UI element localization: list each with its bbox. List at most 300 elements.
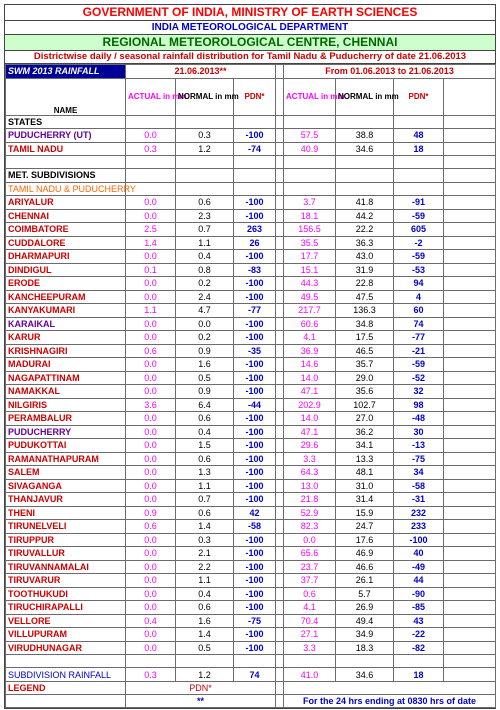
daily-pdn: -100 [234,425,276,439]
row-name: KARUR [6,331,126,345]
season-normal: 35.6 [336,385,394,399]
daily-pdn: -44 [234,398,276,412]
season-normal: 26.1 [336,574,394,588]
daily-actual: 0.0 [126,290,176,304]
daily-normal: 0.7 [176,223,234,237]
daily-actual: 0.9 [126,506,176,520]
season-actual: 49.5 [284,290,336,304]
season-actual: 65.6 [284,547,336,561]
daily-normal: 0.2 [176,331,234,345]
season-pdn: 44 [394,574,444,588]
section-label: MET. SUBDIVISIONS [6,169,126,183]
season-actual: 14.6 [284,358,336,372]
season-actual: 37.7 [284,574,336,588]
table-row [6,277,496,291]
daily-date: 21.06.2013** [126,65,276,79]
daily-pdn: -100 [234,317,276,331]
daily-pdn: -100 [234,250,276,264]
season-actual: 217.7 [284,304,336,318]
season-actual: 82.3 [284,520,336,534]
season-normal: 41.8 [336,196,394,210]
season-normal: 15.9 [336,506,394,520]
season-pdn: 32 [394,385,444,399]
daily-normal: 0.8 [176,263,234,277]
row-name: MADURAI [6,358,126,372]
daily-pdn: -83 [234,263,276,277]
daily-normal: 0.5 [176,641,234,655]
row-name: KANYAKUMARI [6,304,126,318]
daily-pdn: 42 [234,506,276,520]
table-row [6,358,496,372]
season-actual: 0.6 [284,587,336,601]
season-normal: 46.6 [336,560,394,574]
row-name: THANJAVUR [6,493,126,507]
column-header-row [6,78,496,115]
table-row [6,439,496,453]
daily-pdn: -100 [234,574,276,588]
daily-actual: 0.0 [126,331,176,345]
daily-actual: 2.5 [126,223,176,237]
daily-pdn: 26 [234,236,276,250]
daily-actual: 0.3 [126,142,176,156]
daily-normal: 1.1 [176,479,234,493]
total-season-actual: 41.0 [284,668,336,682]
daily-pdn: -100 [234,196,276,210]
table-row [6,601,496,615]
department-title: INDIA METEOROLOGICAL DEPARTMENT [5,21,495,35]
daily-actual: 0.0 [126,250,176,264]
table-row [6,398,496,412]
season-normal: 35.7 [336,358,394,372]
daily-actual: 0.0 [126,466,176,480]
season-pdn: 4 [394,290,444,304]
season-pdn: -77 [394,331,444,345]
daily-normal: 0.6 [176,601,234,615]
season-pdn: -91 [394,196,444,210]
daily-pdn: -77 [234,304,276,318]
season-actual: 3.7 [284,196,336,210]
season-actual: 70.4 [284,614,336,628]
daily-normal: 1.1 [176,574,234,588]
season-normal: 136.3 [336,304,394,318]
season-normal: 29.0 [336,371,394,385]
season-pdn: -22 [394,628,444,642]
blank-row [6,156,496,169]
daily-pdn: -100 [234,601,276,615]
daily-normal: 1.4 [176,520,234,534]
season-actual: 60.6 [284,317,336,331]
season-pdn: 43 [394,614,444,628]
season-pdn: 74 [394,317,444,331]
daily-normal: 0.6 [176,412,234,426]
season-pdn: -53 [394,263,444,277]
season-actual: 35.5 [284,236,336,250]
season-actual: 36.9 [284,344,336,358]
band-row [6,65,496,79]
season-pdn: -52 [394,371,444,385]
season-actual: 17.7 [284,250,336,264]
season-actual: 29.6 [284,439,336,453]
rainfall-table [5,64,496,708]
season-normal: 36.2 [336,425,394,439]
row-name: VIRUDHUNAGAR [6,641,126,655]
season-pdn: 30 [394,425,444,439]
daily-actual: 0.0 [126,560,176,574]
season-normal: 49.4 [336,614,394,628]
row-name: SALEM [6,466,126,480]
season-pdn: 233 [394,520,444,534]
daily-actual: 0.0 [126,574,176,588]
table-row [6,614,496,628]
table-row [6,290,496,304]
table-row [6,317,496,331]
daily-actual: 0.0 [126,493,176,507]
table-row [6,344,496,358]
daily-actual: 0.0 [126,641,176,655]
daily-actual: 0.4 [126,614,176,628]
row-name: KRISHNAGIRI [6,344,126,358]
season-normal: 17.5 [336,331,394,345]
season-pdn: -100 [394,533,444,547]
daily-pdn: -100 [234,385,276,399]
legend-row [6,682,496,695]
season-normal: 46.5 [336,344,394,358]
ministry-title: GOVERNMENT OF INDIA, MINISTRY OF EARTH SCIENCES [5,5,495,21]
daily-pdn: -100 [234,129,276,143]
season-pdn: 34 [394,466,444,480]
table-row [6,533,496,547]
season-pdn: -90 [394,587,444,601]
season-pdn: -75 [394,452,444,466]
season-actual: 156.5 [284,223,336,237]
section-row [6,115,496,129]
row-name: COIMBATORE [6,223,126,237]
season-pdn: -21 [394,344,444,358]
season-actual: 4.1 [284,331,336,345]
total-daily-actual: 0.3 [126,668,176,682]
table-row [6,641,496,655]
daily-actual: 0.1 [126,263,176,277]
total-season-pdn: 18 [394,668,444,682]
daily-pdn: -100 [234,547,276,561]
row-name: KARAIKAL [6,317,126,331]
season-normal: 24.7 [336,520,394,534]
row-name: SIVAGANGA [6,479,126,493]
season-period: From 01.06.2013 to 21.06.2013 [284,65,496,79]
daily-actual: 0.0 [126,547,176,561]
daily-actual: 0.6 [126,520,176,534]
col-daily-pdn: PDN* [234,78,276,115]
season-actual: 202.9 [284,398,336,412]
rainfall-sheet [4,4,496,709]
season-actual: 18.1 [284,209,336,223]
table-row [6,574,496,588]
daily-actual: 1.1 [126,304,176,318]
daily-normal: 4.7 [176,304,234,318]
row-name: NAMAKKAL [6,385,126,399]
season-actual: 23.7 [284,560,336,574]
season-actual: 52.9 [284,506,336,520]
season-normal: 102.7 [336,398,394,412]
season-actual: 44.3 [284,277,336,291]
legend-pdn: PDN* [126,682,276,695]
season-pdn: -13 [394,439,444,453]
season-actual: 21.8 [284,493,336,507]
season-actual: 14.0 [284,412,336,426]
season-pdn: -59 [394,250,444,264]
row-name: PERAMBALUR [6,412,126,426]
season-pdn: -49 [394,560,444,574]
season-pdn: 605 [394,223,444,237]
season-pdn: 48 [394,129,444,143]
row-name: TOOTHUKUDI [6,587,126,601]
daily-actual: 0.0 [126,358,176,372]
row-name: KANCHEEPURAM [6,290,126,304]
season-pdn: -59 [394,209,444,223]
daily-pdn: -100 [234,290,276,304]
table-row [6,547,496,561]
daily-normal: 0.3 [176,129,234,143]
daily-pdn: -74 [234,142,276,156]
section-row [6,182,496,196]
daily-pdn: 263 [234,223,276,237]
daily-normal: 0.3 [176,533,234,547]
total-season-normal: 34.6 [336,668,394,682]
season-normal: 43.0 [336,250,394,264]
table-row [6,196,496,210]
table-row [6,520,496,534]
season-pdn: -58 [394,479,444,493]
table-row [6,371,496,385]
legend-note-row [6,695,496,708]
daily-actual: 0.0 [126,587,176,601]
daily-normal: 0.9 [176,344,234,358]
season-normal: 34.8 [336,317,394,331]
daily-normal: 0.4 [176,425,234,439]
legend-note: For the 24 hrs ending at 0830 hrs of date [284,695,496,708]
season-normal: 44.2 [336,209,394,223]
table-row [6,263,496,277]
daily-actual: 0.0 [126,277,176,291]
season-normal: 34.6 [336,142,394,156]
daily-normal: 0.5 [176,371,234,385]
daily-normal: 1.1 [176,236,234,250]
daily-actual: 0.0 [126,601,176,615]
season-normal: 26.9 [336,601,394,615]
table-row [6,304,496,318]
season-normal: 34.9 [336,628,394,642]
row-name: PUDUCHERRY (UT) [6,129,126,143]
subdivision-total-row [6,668,496,682]
season-normal: 5.7 [336,587,394,601]
row-name: ERODE [6,277,126,291]
total-daily-normal: 1.2 [176,668,234,682]
daily-normal: 0.6 [176,196,234,210]
season-actual: 13.0 [284,479,336,493]
daily-actual: 0.0 [126,628,176,642]
daily-actual: 0.0 [126,412,176,426]
col-daily-normal: NORMAL in mm [176,78,234,115]
table-row [6,129,496,143]
season-normal: 31.4 [336,493,394,507]
daily-normal: 0.9 [176,385,234,399]
season-pdn: -85 [394,601,444,615]
row-name: TIRUVALLUR [6,547,126,561]
table-row [6,331,496,345]
daily-pdn: -100 [234,466,276,480]
season-normal: 38.8 [336,129,394,143]
daily-normal: 2.3 [176,209,234,223]
row-name: TAMIL NADU [6,142,126,156]
season-actual: 47.1 [284,385,336,399]
legend-label: LEGEND [6,682,126,695]
daily-normal: 1.5 [176,439,234,453]
daily-actual: 1.4 [126,236,176,250]
daily-pdn: -100 [234,628,276,642]
season-normal: 48.1 [336,466,394,480]
season-actual: 14.0 [284,371,336,385]
row-name: DHARMAPURI [6,250,126,264]
col-season-normal: NORMAL in mm [336,78,394,115]
daily-pdn: -100 [234,371,276,385]
daily-actual: 0.0 [126,385,176,399]
season-pdn: -2 [394,236,444,250]
season-normal: 18.3 [336,641,394,655]
daily-pdn: -100 [234,412,276,426]
season-actual: 3.3 [284,452,336,466]
centre-title: REGIONAL METEOROLOGICAL CENTRE, CHENNAI [5,35,495,51]
daily-actual: 0.0 [126,196,176,210]
daily-normal: 0.4 [176,250,234,264]
row-name: ARIYALUR [6,196,126,210]
col-daily-actual: ACTUAL in mm [126,78,176,115]
season-pdn: 40 [394,547,444,561]
season-pdn: 98 [394,398,444,412]
table-row [6,385,496,399]
daily-pdn: -100 [234,587,276,601]
row-name: PUDUCHERRY [6,425,126,439]
daily-normal: 0.2 [176,277,234,291]
season-actual: 3.3 [284,641,336,655]
daily-pdn: -100 [234,560,276,574]
season-pdn: 18 [394,142,444,156]
row-name: TIRUNELVELI [6,520,126,534]
table-row [6,223,496,237]
season-actual: 15.1 [284,263,336,277]
row-name: PUDUKOTTAI [6,439,126,453]
daily-pdn: -100 [234,493,276,507]
table-row [6,425,496,439]
daily-pdn: -100 [234,439,276,453]
season-normal: 13.3 [336,452,394,466]
row-name: VELLORE [6,614,126,628]
daily-normal: 1.4 [176,628,234,642]
row-name: DINDIGUL [6,263,126,277]
daily-normal: 2.4 [176,290,234,304]
table-row [6,142,496,156]
season-pdn: 94 [394,277,444,291]
row-name: NILGIRIS [6,398,126,412]
daily-normal: 2.1 [176,547,234,561]
row-name: CHENNAI [6,209,126,223]
daily-pdn: -58 [234,520,276,534]
table-row [6,209,496,223]
legend-stars: ** [126,695,276,708]
season-normal: 47.5 [336,290,394,304]
daily-actual: 0.0 [126,533,176,547]
daily-pdn: -100 [234,277,276,291]
season-normal: 46.9 [336,547,394,561]
season-pdn: -31 [394,493,444,507]
daily-actual: 0.0 [126,479,176,493]
row-name: THENI [6,506,126,520]
season-title: SWM 2013 RAINFALL [6,65,126,79]
season-normal: 17.6 [336,533,394,547]
season-actual: 57.5 [284,129,336,143]
daily-pdn: -100 [234,452,276,466]
daily-pdn: -100 [234,533,276,547]
daily-actual: 3.6 [126,398,176,412]
season-actual: 27.1 [284,628,336,642]
season-normal: 22.2 [336,223,394,237]
row-name: NAGAPATTINAM [6,371,126,385]
table-row [6,236,496,250]
daily-normal: 0.7 [176,493,234,507]
row-name: TIRUVANNAMALAI [6,560,126,574]
daily-pdn: -100 [234,358,276,372]
daily-actual: 0.0 [126,371,176,385]
season-actual: 47.1 [284,425,336,439]
season-pdn: -48 [394,412,444,426]
daily-normal: 0.6 [176,506,234,520]
col-season-pdn: PDN* [394,78,444,115]
total-daily-pdn: 74 [234,668,276,682]
row-name: CUDDALORE [6,236,126,250]
season-normal: 31.9 [336,263,394,277]
daily-normal: 2.2 [176,560,234,574]
table-row [6,587,496,601]
daily-actual: 0.0 [126,425,176,439]
row-name: VILLUPURAM [6,628,126,642]
daily-pdn: -35 [234,344,276,358]
blank-row [6,655,496,668]
daily-normal: 0.0 [176,317,234,331]
table-row [6,506,496,520]
daily-normal: 0.6 [176,452,234,466]
season-actual: 40.9 [284,142,336,156]
daily-pdn: -100 [234,209,276,223]
season-normal: 22.8 [336,277,394,291]
table-row [6,250,496,264]
daily-normal: 0.4 [176,587,234,601]
season-normal: 34.1 [336,439,394,453]
daily-actual: 0.0 [126,209,176,223]
daily-normal: 1.3 [176,466,234,480]
season-actual: 0.0 [284,533,336,547]
table-row [6,493,496,507]
daily-pdn: -100 [234,331,276,345]
daily-pdn: -100 [234,479,276,493]
row-name: TIRUPPUR [6,533,126,547]
daily-normal: 6.4 [176,398,234,412]
daily-normal: 1.6 [176,358,234,372]
col-name: NAME [6,78,126,115]
season-pdn: -82 [394,641,444,655]
total-label: SUBDIVISION RAINFALL [6,668,126,682]
season-normal: 31.0 [336,479,394,493]
row-name: TIRUCHIRAPALLI [6,601,126,615]
daily-pdn: -100 [234,641,276,655]
